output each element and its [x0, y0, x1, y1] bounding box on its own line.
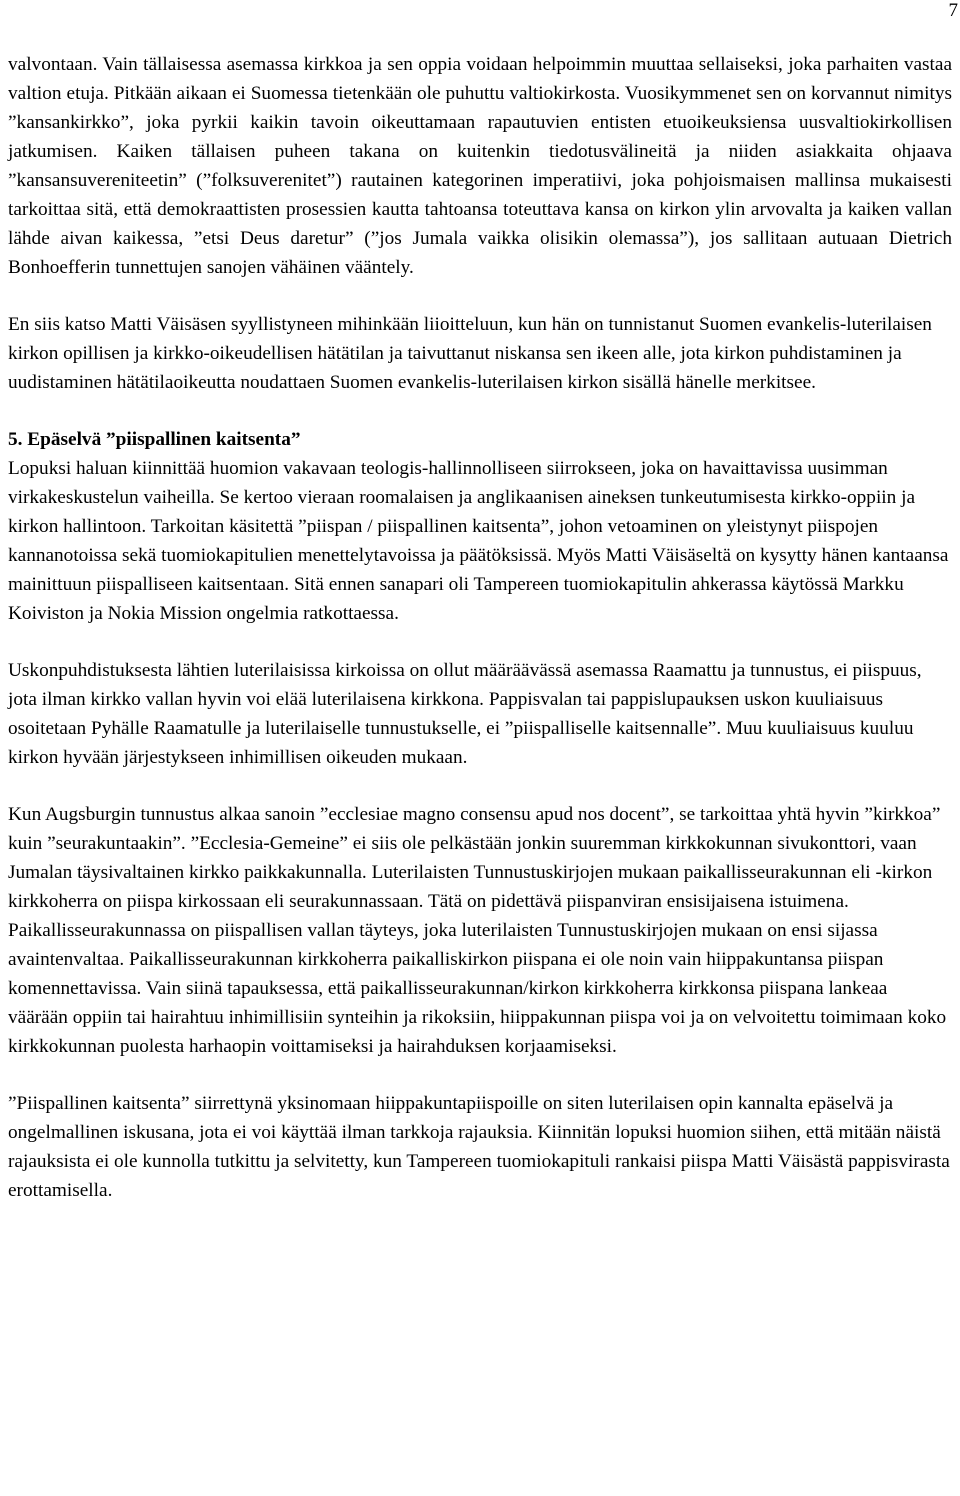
- paragraph-state-church: valvontaan. Vain tällaisessa asemassa kirkkoa ja sen oppia voidaan helpoimmin muuttaa sellaiseksi, joka parhaiten vastaa valtion etuja. Pitkään aikaan ei Suomessa tietenkään ole puhuttu valtiokirkosta. Vuosikymmenet sen on korvannut nimitys ”kansankirkko”, joka pyrkii kaikin tavoin oikeuttamaan rapautuvien entisten etuoikeuksiensa uusvaltiokirkollisen jatkumisen. Kaiken tällaisen puheen takana on kuitenkin tiedotusvälineitä ja niiden asiakkaita ohjaava ”kansansuvereniteetin” (”folksuverenitet”) rautainen kategorinen imperatiivi, joka pohjoismaisen mallinsa mukaisesti tarkoittaa sitä, että demokraattisten prosessien kautta tahtoansa toteuttava kansa on kirkon ylin arvovalta ja kaiken vallan lähde aivan kaikessa, ”etsi Deus daretur” (”jos Jumala vaikka olisikin olemassa”), jos sallitaan autuaan Dietrich Bonhoefferin tunnettujen sanojen vähäinen vääntely.: [8, 54, 952, 278]
- paragraph-scripture-confession: Uskonpuhdistuksesta lähtien luterilaisissa kirkoissa on ollut määräävässä asemassa Raamattu ja tunnustus, ei piispuus, jota ilman kirkko vallan hyvin voi elää luterilaisena kirkkona. Pappisvalan tai pappislupauksen uskon kuuliaisuus osoitetaan Pyhälle Raamatulle ja luterilaiselle tunnustukselle, ei ”piispalliselle kaitsennalle”. Muu kuuliaisuus kuuluu kirkon hyvään järjestykseen inhimillisen oikeuden mukaan.: [8, 660, 922, 768]
- paragraph-conclusion: ”Piispallinen kaitsenta” siirrettynä yksinomaan hiippakuntapiispoille on siten luterilaisen opin kannalta epäselvä ja ongelmallinen iskusana, jota ei voi käyttää ilman tarkkoja rajauksia. Kiinnitän lopuksi huomion siihen, että mitään näistä rajauksista ei ole kunnolla tutkittu ja selvitetty, kun Tampereen tuomiokapituli rankaisi piispa Matti Väisästä pappisvirasta erottamisella.: [8, 1093, 950, 1201]
- document-body: [8, 50, 952, 1205]
- section-episcopal-oversight: [8, 425, 952, 1205]
- paragraph-vaisanen-emergency: En siis katso Matti Väisäsen syyllistyneen mihinkään liioitteluun, kun hän on tunnistanut Suomen evankelis-luterilaisen kirkon opillisen ja kirkko-oikeudellisen hätätilan ja taivuttanut niskansa sen ikeen alle, jota kirkon puhdistaminen ja uudistaminen hätätilaoikeutta noudattaen Suomen evankelis-luterilaisen kirkon sisällä hänelle merkitsee.: [8, 314, 932, 393]
- paragraph-roman-anglican: Lopuksi haluan kiinnittää huomion vakavaan teologis-hallinnolliseen siirrokseen, joka on havaittavissa uusimman virkakeskustelun vaiheilla. Se kertoo vieraan roomalaisen ja anglikaanisen aineksen tunkeutumisesta kirkko-oppiin ja kirkon hallintoon. Tarkoitan käsitettä ”piispan / piispallinen kaitsenta”, johon vetoaminen on yleistynyt piispojen kannanotoissa sekä tuomiokapitulien menettelytavoissa ja päätöksissä. Myös Matti Väisäseltä on kysytty hänen kantaansa mainittuun piispalliseen kaitsentaan. Sitä ennen sanapari oli Tampereen tuomiokapitulin ahkerassa käytössä Markku Koiviston ja Nokia Mission ongelmia ratkottaessa.: [8, 458, 949, 624]
- paragraph-augsburg-confession: Kun Augsburgin tunnustus alkaa sanoin ”ecclesiae magno consensu apud nos docent”, se tarkoittaa yhtä hyvin ”kirkkoa” kuin ”seurakuntaakin”. ”Ecclesia-Gemeine” ei siis ole pelkästään jonkin suuremman kirkkokunnan sivukonttori, vaan Jumalan täysivaltainen kirkko paikkakunnalla. Luterilaisten Tunnustuskirjojen mukaan paikallisseurakunnan eli -kirkon kirkkoherra on piispa kirkossaan eli seurakunnassaan. Tätä on pidettävä piispanviran ensisijaisena istuimena. Paikallisseurakunnassa on piispallisen vallan täyteys, joka luterilaisten Tunnustuskirjojen mukaan on ensi sijassa avaintenvaltaa. Paikallisseurakunnan kirkkoherra paikalliskirkon piispana ei ole noin vain hiippakuntansa piispan komennettavissa. Vain siinä tapauksessa, että paikallisseurakunnan/kirkon kirkkoherra kirkkonsa piispana lankeaa väärään oppiin tai hairahtuu inhimillisiin synteihin ja rikoksiin, hiippakunnan piispa voi ja on velvoitettu toimimaan koko kirkkokunnan puolesta harhaopin voittamiseksi ja hairahduksen korjaamiseksi.: [8, 804, 947, 1057]
- section-heading: 5. Epäselvä ”piispallinen kaitsenta”: [8, 429, 301, 450]
- page-number: 7: [948, 0, 958, 21]
